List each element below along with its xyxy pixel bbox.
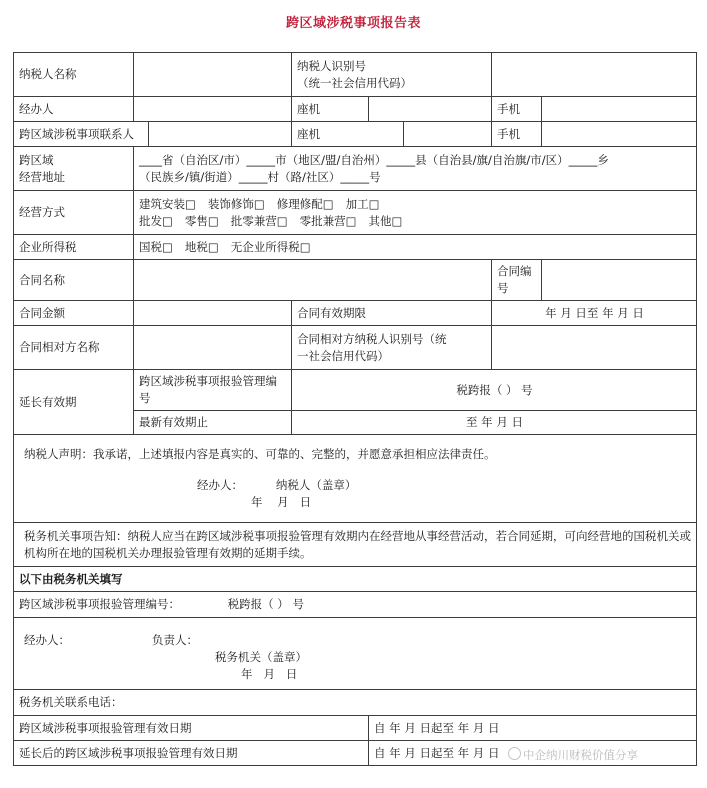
checkbox-processing[interactable]: 加工□ (345, 196, 380, 211)
extend-mgmt-no-label: 跨区域涉税事项报验管理编号 (134, 370, 292, 411)
business-mode-row-1 (139, 196, 692, 213)
table-row-contract-amount (14, 301, 697, 326)
authority-date-line[interactable]: 年 月 日 (241, 667, 298, 681)
declaration-date-line[interactable]: 年 月 日 (251, 495, 312, 509)
contract-no-input[interactable] (542, 260, 697, 301)
checkbox-wholesale[interactable]: 批发□ (139, 213, 173, 228)
business-mode-row-2 (139, 213, 692, 230)
contact-mobile-label: 手机 (492, 122, 542, 147)
table-row-address (14, 147, 697, 191)
business-mode-label: 经营方式 (14, 191, 134, 235)
contact-mobile-input[interactable] (542, 122, 697, 147)
contract-name-label: 合同名称 (14, 260, 134, 301)
authority-mgmt-no-label: 跨区域涉税事项报验管理编号： (19, 597, 180, 611)
contact-label: 跨区域涉税事项联系人 (14, 122, 149, 147)
valid-date-label: 跨区域涉税事项报验管理有效日期 (14, 716, 369, 741)
handler-mobile-input[interactable] (542, 97, 697, 122)
extend-mgmt-no-input[interactable]: 税跨报（ ） 号 (292, 370, 697, 411)
handler-label: 经办人 (14, 97, 134, 122)
checkbox-national-tax[interactable]: 国税□ (139, 239, 173, 254)
table-row-notice (14, 523, 697, 567)
contact-landline-input[interactable] (404, 122, 492, 147)
table-row-valid-date (14, 716, 697, 741)
address-label: 跨区域 经营地址 (14, 147, 134, 191)
handler-input[interactable] (134, 97, 292, 122)
address-input[interactable]: ____省（自治区/市）_____市（地区/盟/自治州）_____县（自治县/旗/自治旗/市/区）_____乡 （民族乡/镇/街道）_____村（路/社区）_____号 (134, 147, 697, 191)
table-row-handler (14, 97, 697, 122)
table-row-income-tax (14, 235, 697, 260)
declaration-signature-line[interactable]: 经办人： 纳税人（盖章） (197, 478, 357, 492)
taxpayer-declaration (14, 435, 697, 523)
spacer (19, 624, 692, 632)
table-row-contact (14, 122, 697, 147)
authority-mgmt-no-input[interactable]: 税跨报（ ） 号 (227, 597, 304, 611)
income-tax-label: 企业所得税 (14, 235, 134, 260)
checkbox-local-tax[interactable]: 地税□ (184, 239, 219, 254)
authority-signature-block (14, 618, 697, 690)
page-title: 跨区域涉税事项报告表 (285, 16, 421, 31)
authority-phone-row[interactable] (14, 690, 697, 716)
authority-responsible-label: 负责人： (152, 633, 198, 647)
extended-valid-date-label: 延长后的跨区域涉税事项报验管理有效日期 (14, 741, 369, 766)
declaration-text: 纳税人声明：我承诺，上述填报内容是真实的、可靠的、完整的，并愿意承担相应法律责任。 (24, 447, 496, 461)
authority-handler-line[interactable] (19, 632, 692, 649)
table-row-declaration (14, 435, 697, 523)
contract-period-input[interactable]: 年 月 日至 年 月 日 (492, 301, 697, 326)
extend-validity-label: 延长有效期 (14, 370, 134, 435)
contract-amount-label: 合同金额 (14, 301, 134, 326)
authority-handler-label: 经办人： (24, 633, 70, 647)
counterparty-name-input[interactable] (134, 326, 292, 370)
checkbox-construction-install[interactable]: 建筑安装□ (139, 196, 196, 211)
checkbox-no-income-tax[interactable]: 无企业所得税□ (230, 239, 311, 254)
table-row-extend-mgmt-no (14, 370, 697, 411)
contract-name-input[interactable] (134, 260, 492, 301)
authority-mgmt-no-row (14, 592, 697, 618)
spacer (19, 463, 692, 477)
taxpayer-id-label: 纳税人识别号 （统一社会信用代码） (292, 53, 492, 97)
extended-valid-date-input[interactable]: 自 年 月 日起至 年 月 日 (369, 741, 697, 766)
table-row-contract-name (14, 260, 697, 301)
authority-phone-label: 税务机关联系电话： (19, 695, 123, 709)
checkbox-retail[interactable]: 零售□ (184, 213, 219, 228)
handler-landline-input[interactable] (369, 97, 492, 122)
checkbox-repair[interactable]: 修理修配□ (276, 196, 334, 211)
extend-latest-label: 最新有效期止 (134, 411, 292, 435)
table-row-extended-valid-date (14, 741, 697, 766)
taxpayer-id-input[interactable] (492, 53, 697, 97)
contract-period-label: 合同有效期限 (292, 301, 492, 326)
checkbox-other[interactable]: 其他□ (368, 213, 403, 228)
taxpayer-name-input[interactable] (134, 53, 292, 97)
valid-date-input[interactable]: 自 年 月 日起至 年 月 日 (369, 716, 697, 741)
table-row-authority-signature (14, 618, 697, 690)
counterparty-id-input[interactable] (492, 326, 697, 370)
checkbox-decoration[interactable]: 装饰修饰□ (207, 196, 265, 211)
table-row-taxpayer-name (14, 53, 697, 97)
authority-seal-label: 税务机关（盖章） (215, 650, 307, 664)
table-row-authority-mgmt-no (14, 592, 697, 618)
taxpayer-name-label: 纳税人名称 (14, 53, 134, 97)
watermark-text: 中企纳川财税价值分享 (523, 748, 638, 762)
contact-input[interactable] (149, 122, 292, 147)
counterparty-id-label: 合同相对方纳税人识别号（统 一社会信用代码） (292, 326, 492, 370)
tax-authority-section-header: 以下由税务机关填写 (14, 567, 697, 592)
handler-landline-label: 座机 (292, 97, 369, 122)
table-row-authority-phone (14, 690, 697, 716)
contact-landline-label: 座机 (292, 122, 404, 147)
handler-mobile-label: 手机 (492, 97, 542, 122)
counterparty-name-label: 合同相对方名称 (14, 326, 134, 370)
business-mode-options[interactable] (134, 191, 697, 235)
notice-text: 税务机关事项告知：纳税人应当在跨区域涉税事项报验管理有效期内在经营地从事经营活动，若合同延期，可向经营地的国税机关或机构所在地的国税机关办理报验管理有效期的延期手续。 (24, 528, 691, 560)
table-row-business-mode (14, 191, 697, 235)
checkbox-wholesale-retail[interactable]: 批零兼营□ (230, 213, 288, 228)
contract-amount-input[interactable] (134, 301, 292, 326)
extend-latest-input[interactable]: 至 年 月 日 (292, 411, 697, 435)
income-tax-options[interactable] (134, 235, 697, 260)
checkbox-retail-wholesale[interactable]: 零批兼营□ (299, 213, 357, 228)
contract-no-label: 合同编号 (492, 260, 542, 301)
cross-region-tax-report-form (13, 52, 697, 766)
tax-authority-notice (14, 523, 697, 567)
table-row-section-header (14, 567, 697, 592)
table-row-counterparty (14, 326, 697, 370)
